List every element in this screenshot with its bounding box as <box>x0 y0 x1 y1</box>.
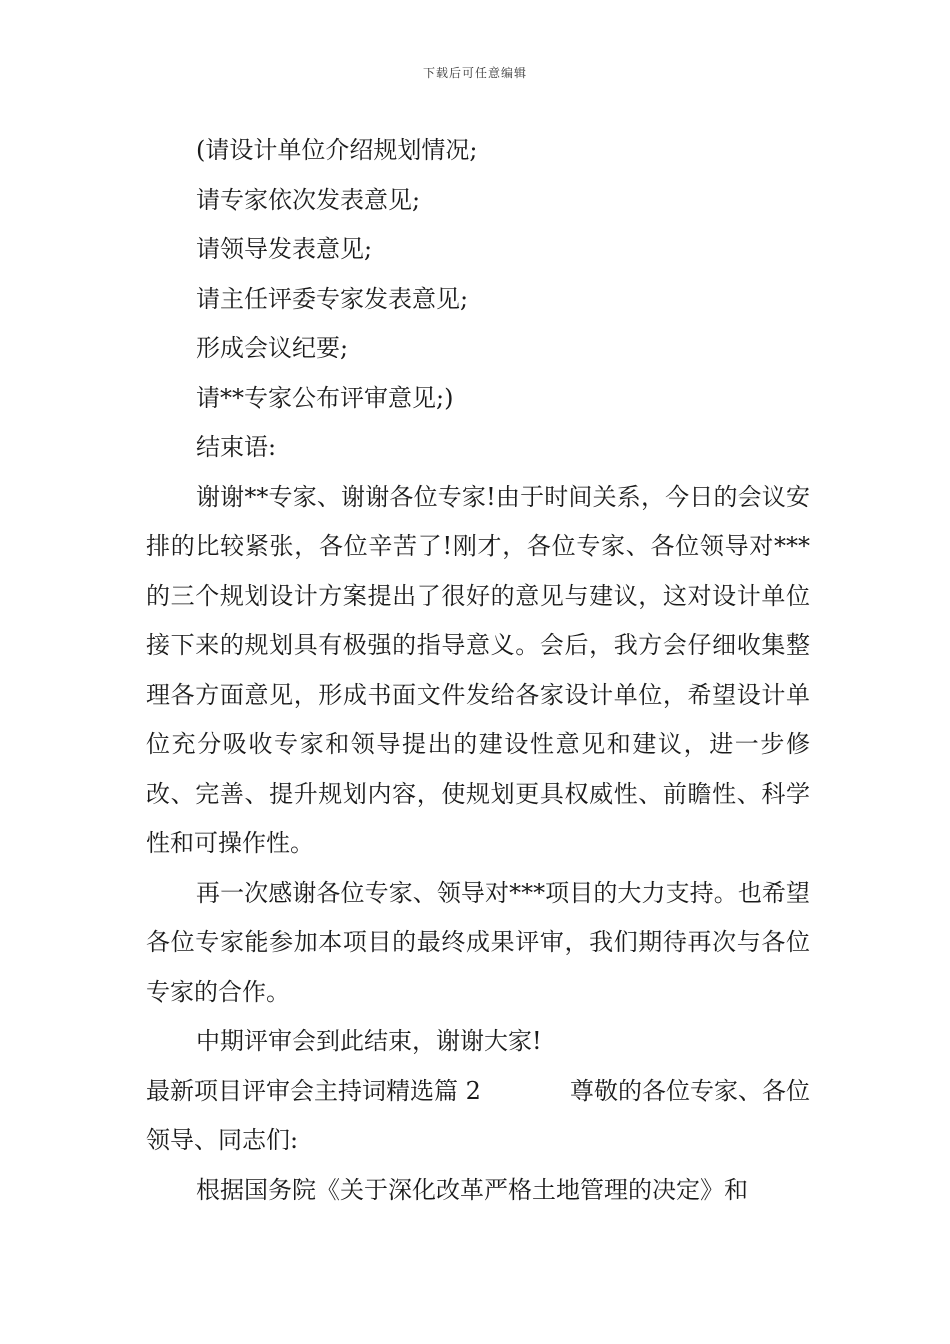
paragraph-closing-label: 结束语: <box>196 433 277 461</box>
greeting-start: 尊敬的各位专家、各位 <box>570 1076 810 1105</box>
paragraph-2: 请专家依次发表意见; <box>196 185 421 214</box>
section-heading-line <box>146 1067 810 1117</box>
paragraph-5: 形成会议纪要; <box>196 334 349 362</box>
paragraph-6: 请**专家公布评审意见;) <box>196 383 454 412</box>
paragraph-policy: 根据国务院《关于深化改革严格土地管理的决定》和 <box>196 1175 748 1204</box>
paragraph-3: 请领导发表意见; <box>196 235 373 263</box>
paragraph-end: 中期评审会到此结束，谢谢大家! <box>196 1027 542 1055</box>
paragraph-4: 请主任评委专家发表意见; <box>196 284 469 313</box>
greeting-continuation: 领导、同志们: <box>146 1126 299 1154</box>
paragraph-1: (请设计单位介绍规划情况; <box>196 136 478 164</box>
paragraph-thanks: 谢谢**专家、谢谢各位专家!由于时间关系，今日的会议安排的比较紧张，各位辛苦了!刚才，各位专家、各位领导对***的三个规划设计方案提出了很好的意见与建议，这对设计单位接下来的规划具有极强的指导意义。会后，我方会仔细收集整理各方面意见，形成书面文件发给各家设计单位，希望设计单位充分吸收专家和领导提出的建设性意见和建议，进一步修改、完善、提升规划内容，使规划更具权威性、前瞻性、科学性和可操作性。 <box>146 482 810 857</box>
document-body <box>146 126 810 1215</box>
paragraph-thanks-again: 再一次感谢各位专家、领导对***项目的大力支持。也希望各位专家能参加本项目的最终成果评审，我们期待再次与各位专家的合作。 <box>146 878 810 1006</box>
page-header: 下载后可任意编辑 <box>422 66 527 80</box>
section-title: 最新项目评审会主持词精选篇 2 <box>146 1076 481 1105</box>
